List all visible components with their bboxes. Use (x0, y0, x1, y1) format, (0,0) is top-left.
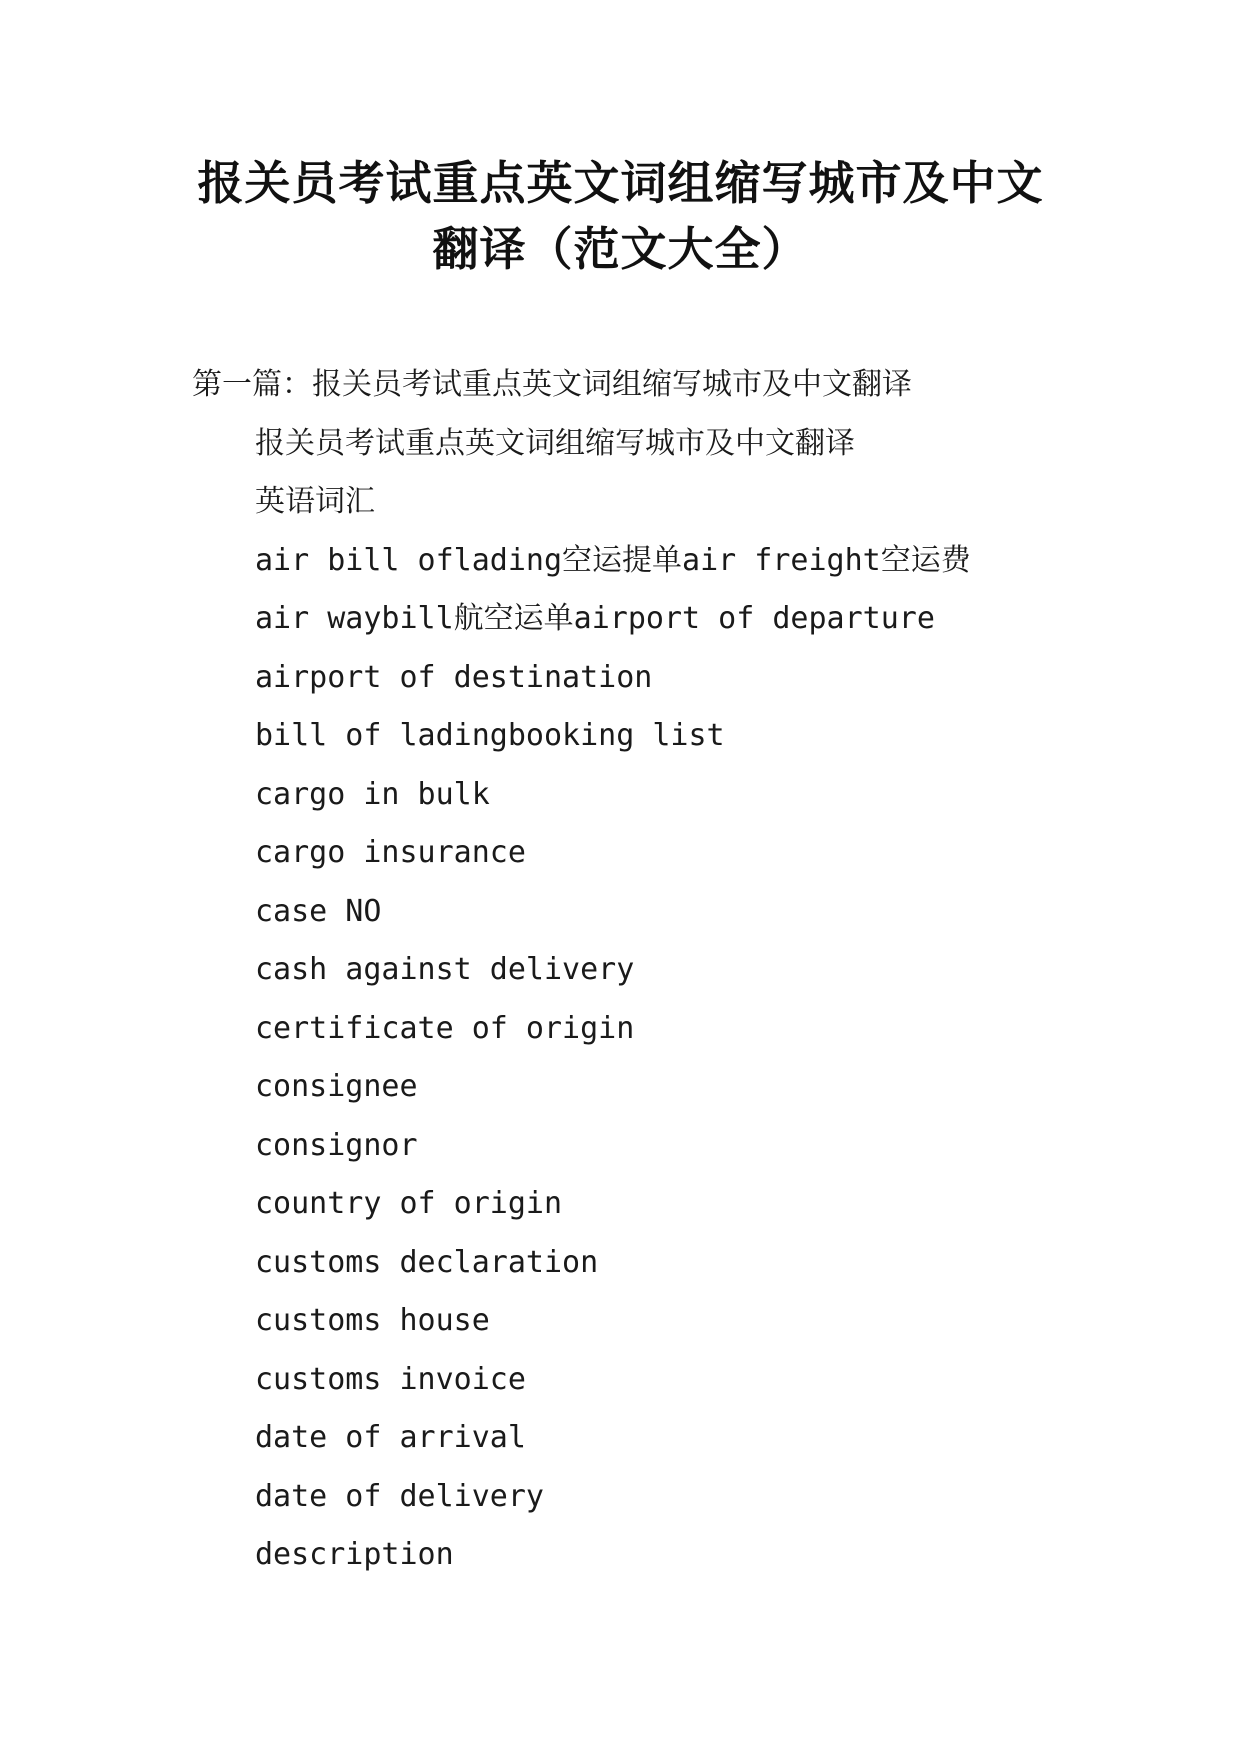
body-line: customs house (255, 1303, 490, 1338)
title-line-1: 报关员考试重点英文词组缩写城市及中文 (197, 156, 1044, 210)
body-line: 报关员考试重点英文词组缩写城市及中文翻译 (255, 425, 855, 461)
body-line: air bill oflading空运提单air freight空运费 (255, 542, 971, 578)
body-line: date of delivery (255, 1478, 544, 1514)
body-line: description (255, 1537, 454, 1572)
body-line: bill of ladingbooking list (255, 718, 725, 753)
body-line: cargo insurance (255, 835, 526, 870)
body-line: air waybill航空运单airport of departure (255, 601, 935, 636)
body-line: certificate of origin (255, 1010, 635, 1046)
body-line: airport of destination (255, 659, 653, 695)
section-heading: 第一篇：报关员考试重点英文词组缩写城市及中文翻译 (192, 367, 912, 402)
body-line: country of origin (255, 1186, 563, 1221)
body-line: case NO (255, 893, 382, 929)
document-title (150, 150, 1091, 282)
body-line: consignor (255, 1127, 418, 1163)
body-line: customs declaration (255, 1244, 599, 1280)
document-body (0, 356, 1241, 1585)
title-line-2: 翻译（范文大全） (432, 222, 809, 276)
body-line: 英语词汇 (255, 484, 375, 519)
body-line: cash against delivery (255, 952, 635, 987)
body-line: consignee (255, 1069, 418, 1104)
body-line: date of arrival (255, 1420, 526, 1455)
body-line: customs invoice (255, 1361, 526, 1397)
body-line: cargo in bulk (255, 776, 490, 812)
